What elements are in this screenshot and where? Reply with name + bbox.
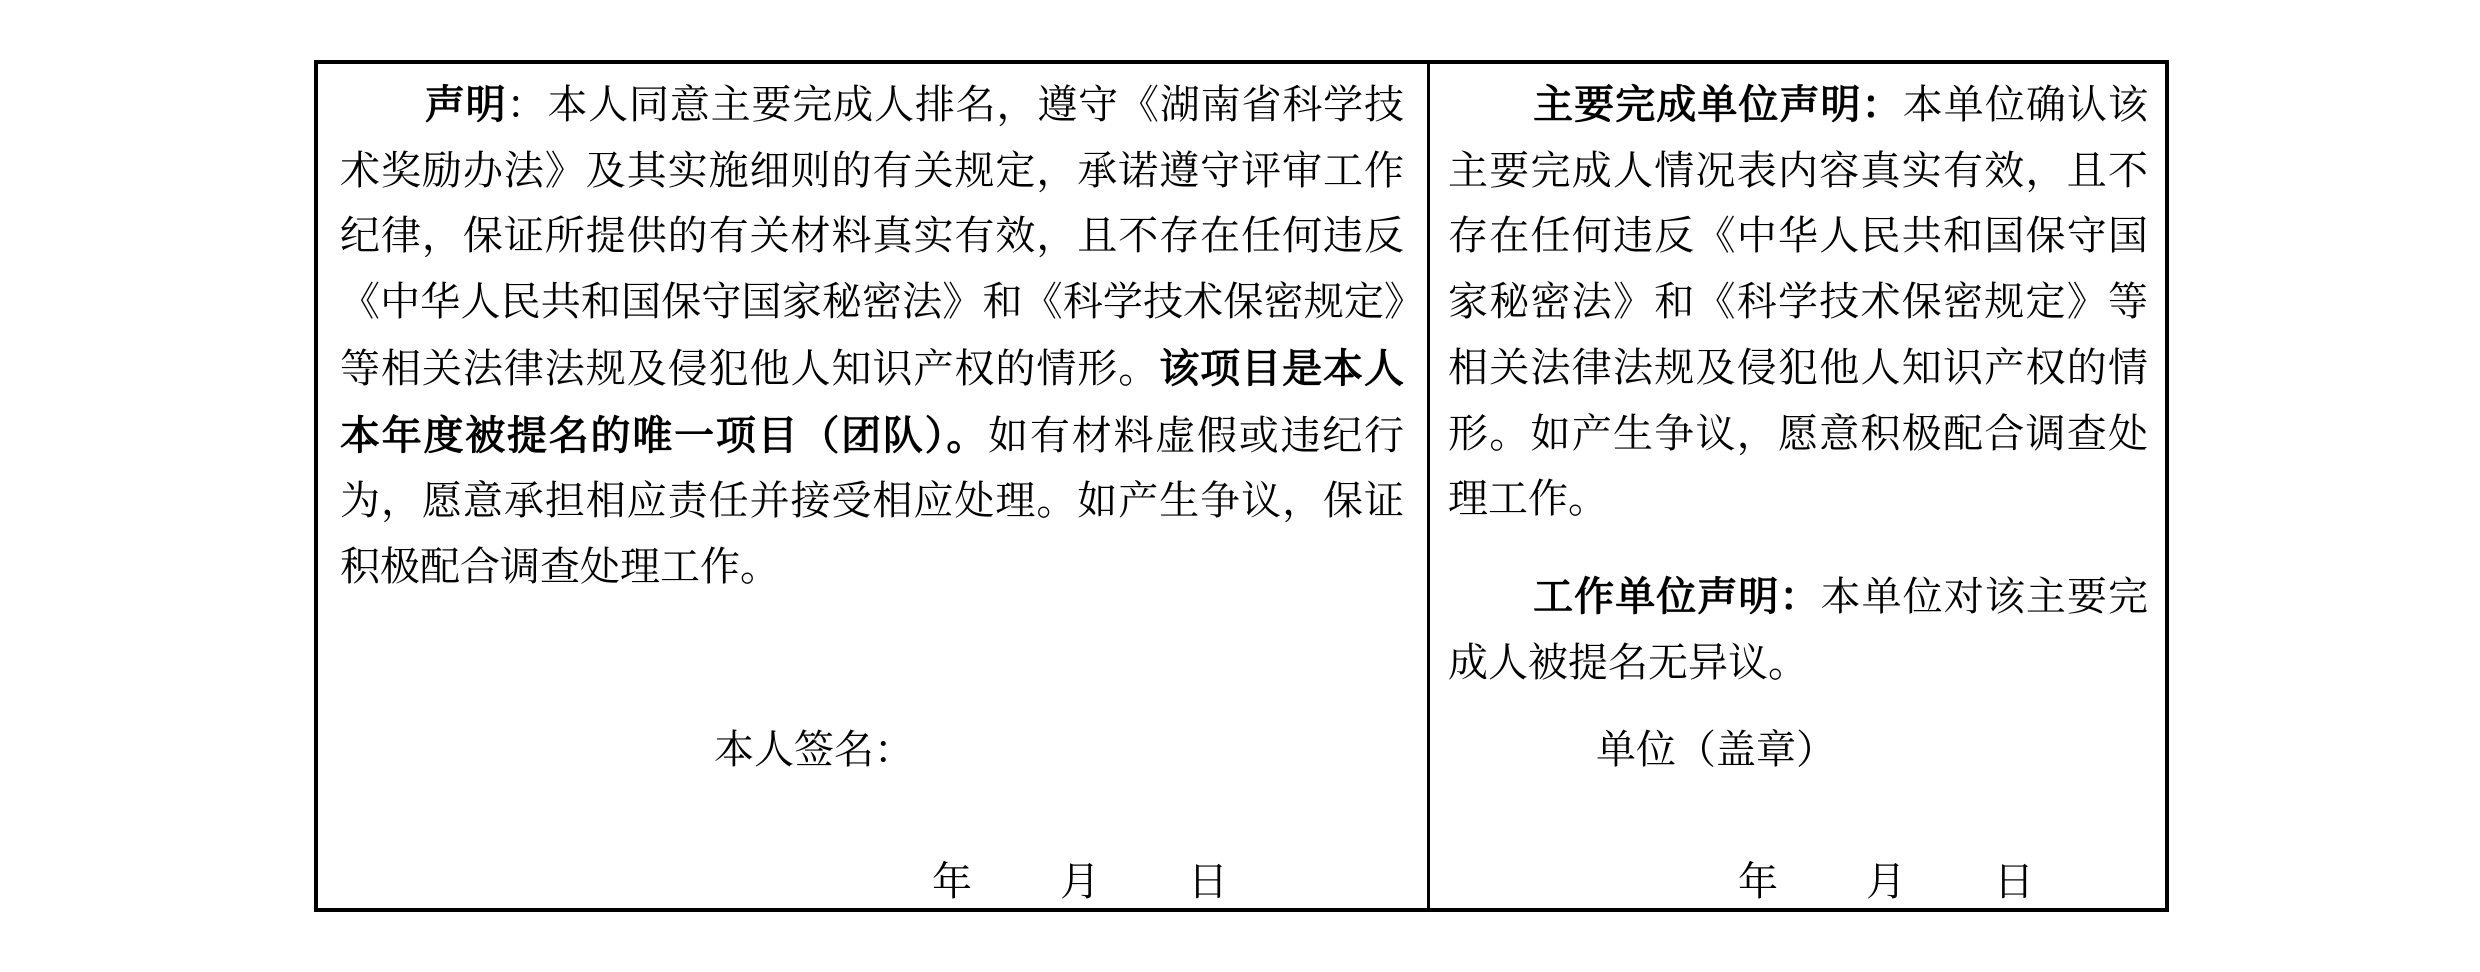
declaration-text-b: 如有材料虚假或违纪行为，愿意承担相应责任并接受相应处理。如产生争议，保证积极配合调查处理工作。 (340, 412, 1405, 590)
personal-declaration-paragraph (340, 72, 1404, 601)
declaration-text-a: 本人同意主要完成人排名，遵守《湖南省科学技术奖励办法》及其实施细则的有关规定，承诺遵守评审工作纪律，保证所提供的有关材料真实有效，且不存在任何违反《中华人民共和国保守国家秘密法》和《科学技术保密规定》等相关法律法规及侵犯他人知识产权的情形。 (340, 82, 1405, 392)
work-unit-label: 工作单位声明 (1532, 573, 1780, 620)
unit-declaration-cell (1430, 64, 2165, 908)
declaration-bold-statement: 该项目是本人本年度被提名的唯一项目（团队）。 (340, 344, 1405, 459)
date-day: 日 (1188, 859, 1228, 905)
declaration-colon: ： (506, 82, 548, 128)
declaration-label: 声明 (424, 81, 507, 128)
date-year: 年 (932, 859, 972, 905)
unit-declaration-label: 主要完成单位声明 (1532, 81, 1862, 128)
unit-seal-label: 单位（盖章） (1596, 727, 1836, 773)
unit-seal-date (1738, 854, 2034, 910)
personal-signature-date (932, 854, 1228, 910)
declaration-form (314, 60, 2169, 912)
date-month: 月 (1866, 859, 1906, 905)
date-day: 日 (1994, 859, 2034, 905)
unit-declaration-text: 本单位确认该主要完成人情况表内容真实有效，且不存在任何违反《中华人民共和国保守国家秘密法》和《科学技术保密规定》等相关法律法规及侵犯他人知识产权的情形。如产生争议，愿意积极配合调查处理工作。 (1448, 82, 2149, 523)
date-month: 月 (1060, 859, 1100, 905)
work-unit-text: 本单位对该主要完成人被提名无异议。 (1448, 574, 2149, 686)
unit-declaration-colon: ： (1861, 81, 1903, 128)
work-unit-paragraph (1448, 564, 2148, 696)
unit-declaration-paragraph (1448, 72, 2148, 533)
personal-declaration-cell (318, 64, 1430, 908)
personal-signature-label: 本人签名： (714, 727, 914, 773)
work-unit-colon: ： (1779, 573, 1821, 620)
date-year: 年 (1738, 859, 1778, 905)
